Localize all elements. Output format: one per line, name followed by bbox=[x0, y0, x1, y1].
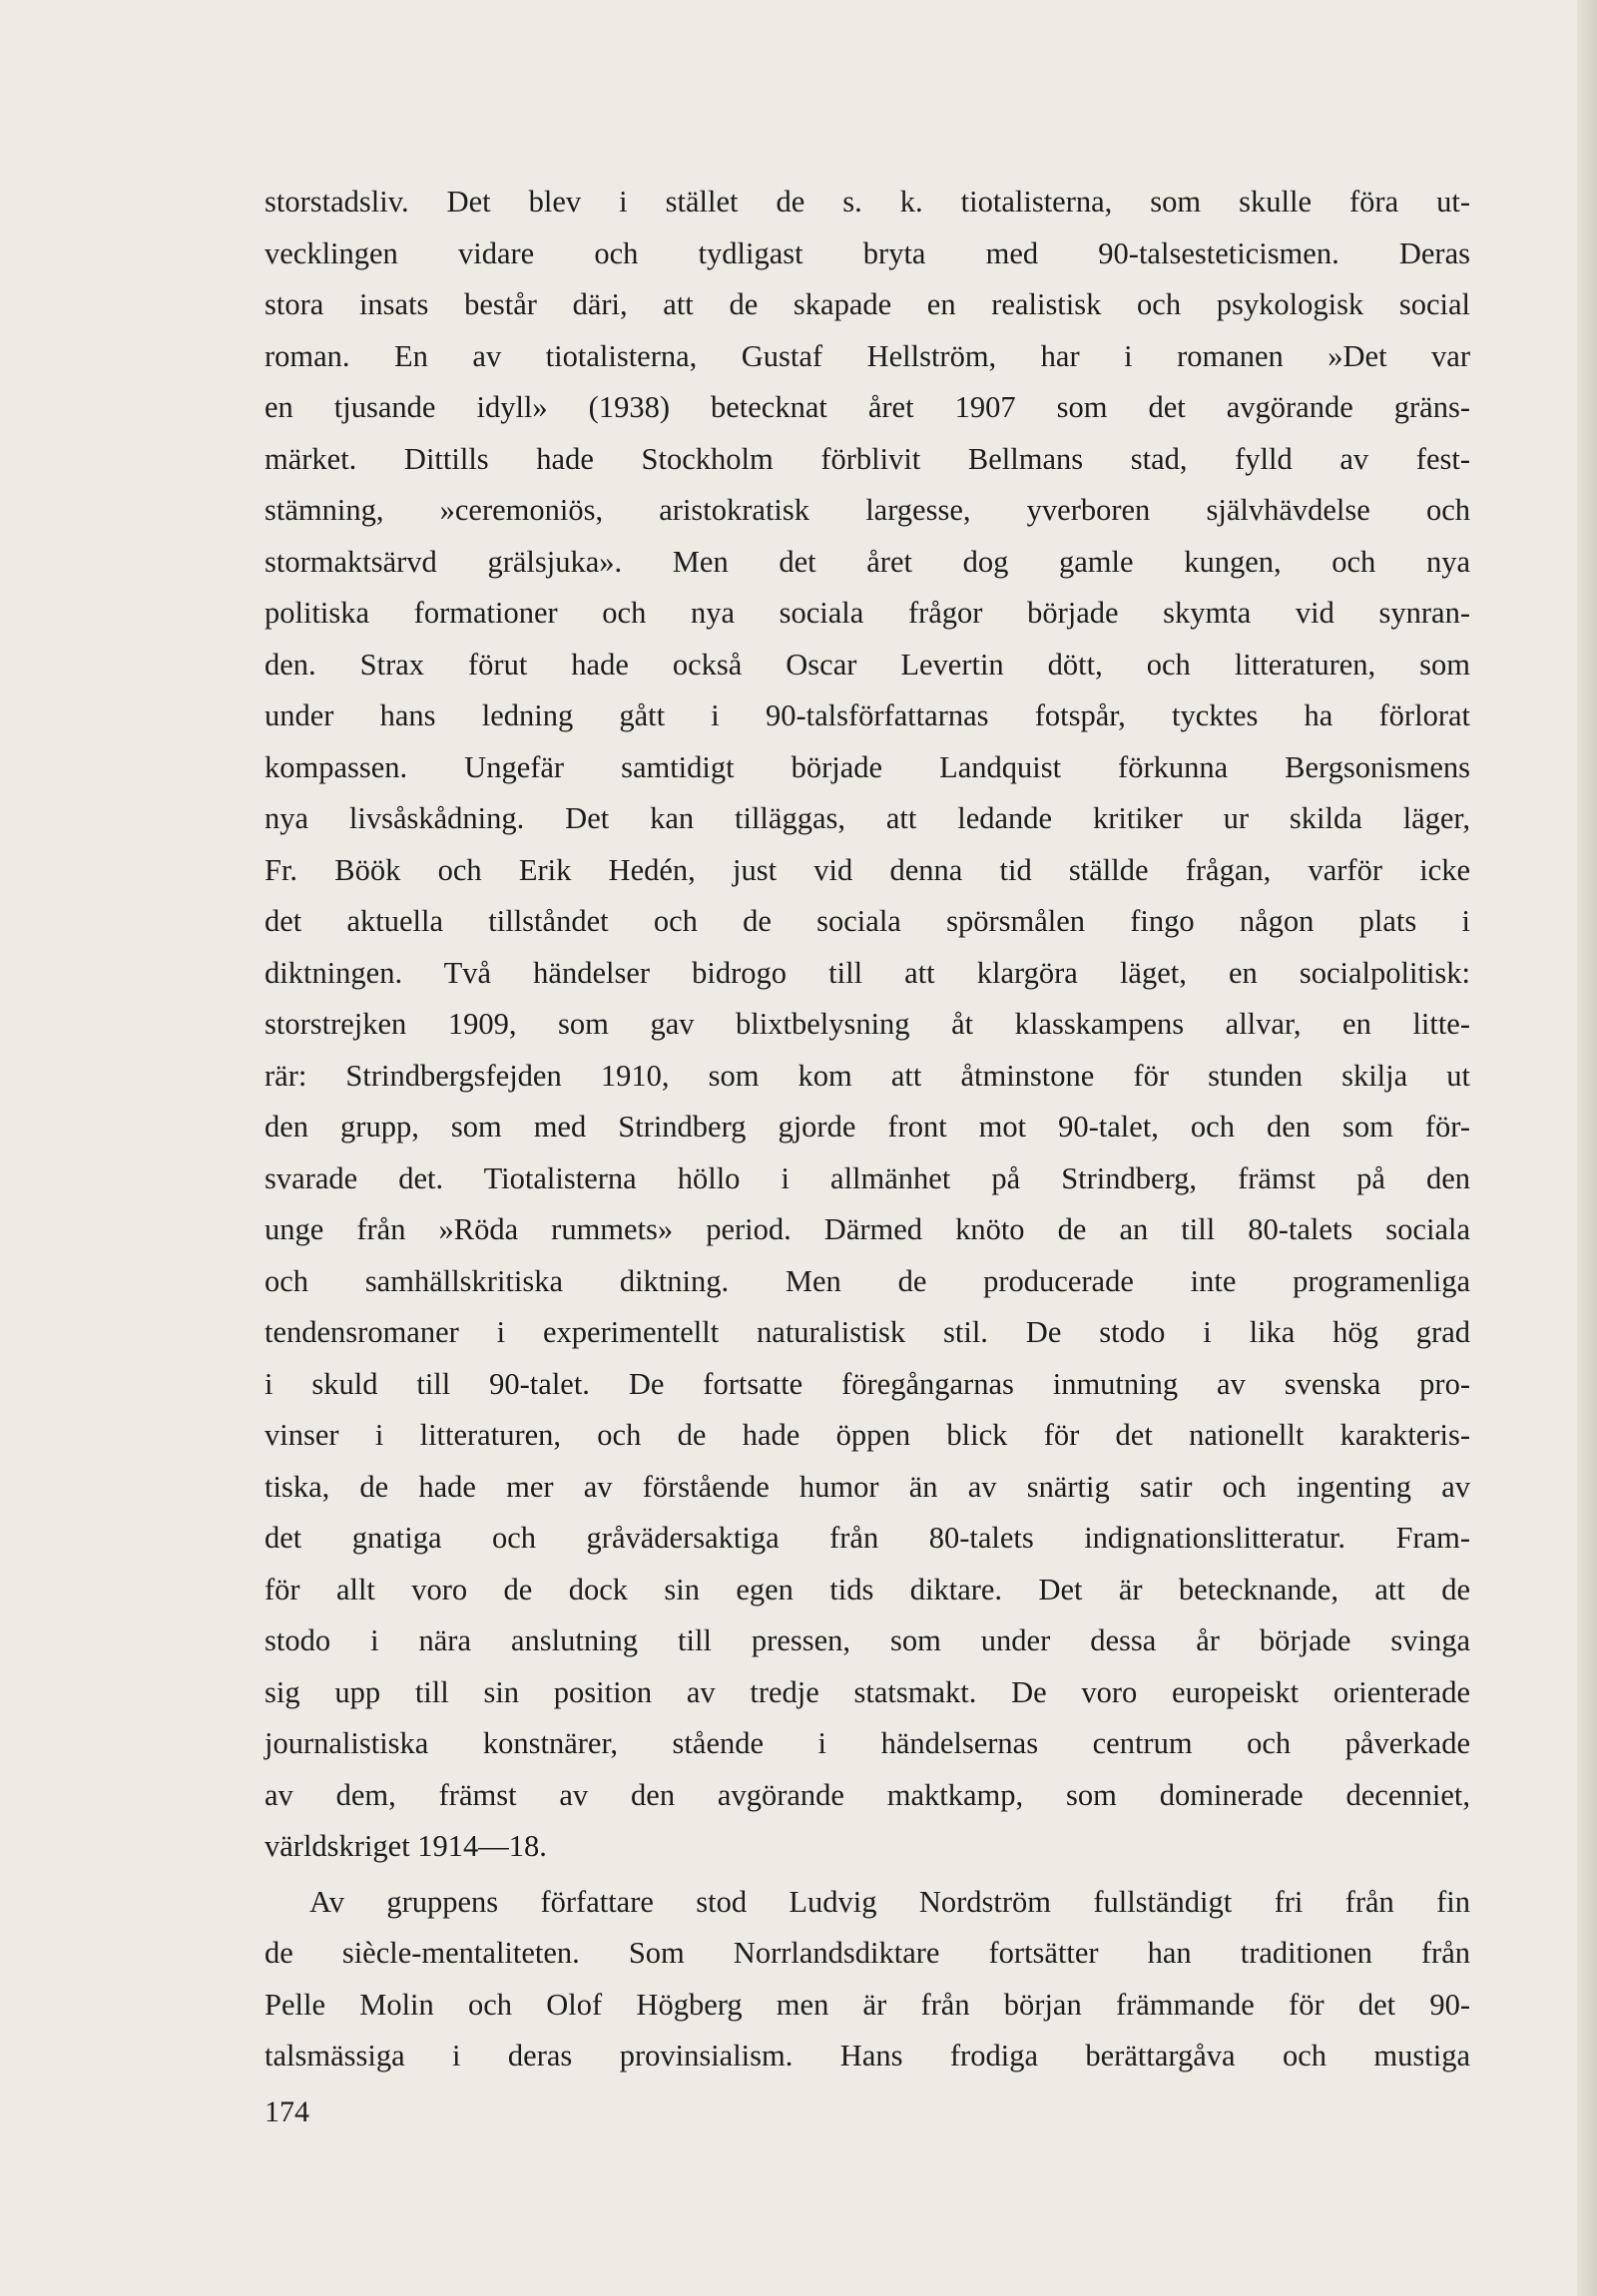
text-line: politiska formationer och nya sociala frågor började skymta vid synran- bbox=[265, 596, 1470, 630]
text-line: diktningen. Två händelser bidrogo till att klargöra läget, en socialpolitisk: bbox=[265, 955, 1470, 990]
text-line: kompassen. Ungefär samtidigt började Landquist förkunna Bergsonismens bbox=[265, 749, 1470, 784]
text-line: stora insats består däri, att de skapade en realistisk och psykologisk social bbox=[265, 287, 1470, 321]
text-line: stormaktsärvd grälsjuka». Men det året dog gamle kungen, och nya bbox=[265, 544, 1470, 579]
text-line: Pelle Molin och Olof Högberg men är från början främmande för det 90- bbox=[265, 1987, 1470, 2022]
paragraph-1 bbox=[265, 177, 1470, 1873]
text-line: tiska, de hade mer av förstående humor än av snärtig satir och ingenting av bbox=[265, 1469, 1470, 1504]
text-line: rär: Strindbergsfejden 1910, som kom att åtminstone för stunden skilja ut bbox=[265, 1058, 1470, 1093]
text-line: Fr. Böök och Erik Hedén, just vid denna tid ställde frågan, varför icke bbox=[265, 852, 1470, 887]
text-line: de siècle-mentaliteten. Som Norrlandsdiktare fortsätter han traditionen från bbox=[265, 1936, 1470, 1970]
text-line: vecklingen vidare och tydligast bryta med 90-talsesteticismen. Deras bbox=[265, 235, 1470, 270]
text-line: talsmässiga i deras provinsialism. Hans frodiga berättargåva och mustiga bbox=[265, 2039, 1470, 2072]
text-line: i skuld till 90-talet. De fortsatte föregångarnas inmutning av svenska pro- bbox=[265, 1366, 1470, 1401]
paragraph-2 bbox=[265, 1877, 1470, 2082]
text-line: sig upp till sin position av tredje statsmakt. De voro europeiskt orienterade bbox=[265, 1674, 1470, 1709]
text-line: det gnatiga och gråvädersaktiga från 80-talets indignationslitteratur. Fram- bbox=[265, 1521, 1470, 1555]
text-line: världskriget 1914—18. bbox=[265, 1829, 547, 1863]
text-line: storstadsliv. Det blev i stället de s. k. tiotalisterna, som skulle föra ut- bbox=[265, 185, 1470, 219]
text-line: för allt voro de dock sin egen tids diktare. Det är betecknande, att de bbox=[265, 1572, 1470, 1607]
text-line: en tjusande idyll» (1938) betecknat året 1907 som det avgörande gräns- bbox=[265, 390, 1470, 424]
text-line: det aktuella tillståndet och de sociala spörsmålen fingo någon plats i bbox=[265, 904, 1470, 938]
text-line: och samhällskritiska diktning. Men de producerade inte programenliga bbox=[265, 1263, 1470, 1298]
text-line: nya livsåskådning. Det kan tilläggas, att ledande kritiker ur skilda läger, bbox=[265, 801, 1470, 835]
text-line: den grupp, som med Strindberg gjorde front mot 90-talet, och den som för- bbox=[265, 1110, 1470, 1144]
text-line: storstrejken 1909, som gav blixtbelysning åt klasskampens allvar, en litte- bbox=[265, 1007, 1470, 1041]
body-text bbox=[265, 177, 1470, 2082]
text-line: den. Strax förut hade också Oscar Levertin dött, och litteraturen, som bbox=[265, 647, 1470, 682]
text-line: tendensromaner i experimentellt naturalistisk stil. De stodo i lika hög grad bbox=[265, 1315, 1470, 1349]
text-line: under hans ledning gått i 90-talsförfattarnas fotspår, tycktes ha förlorat bbox=[265, 698, 1470, 732]
text-line: journalistiska konstnärer, stående i händelsernas centrum och påverkade bbox=[265, 1726, 1470, 1760]
text-line: stodo i nära anslutning till pressen, som under dessa år började svinga bbox=[265, 1623, 1470, 1657]
text-line: unge från »Röda rummets» period. Därmed knöto de an till 80-talets sociala bbox=[265, 1212, 1470, 1246]
text-line: roman. En av tiotalisterna, Gustaf Hellström, har i romanen »Det var bbox=[265, 338, 1470, 373]
text-line: stämning, »ceremoniös, aristokratisk largesse, yverboren självhävdelse och bbox=[265, 493, 1470, 527]
text-line: märket. Dittills hade Stockholm förblivit Bellmans stad, fylld av fest- bbox=[265, 441, 1470, 476]
text-line: Av gruppens författare stod Ludvig Nordström fullständigt fri från fin bbox=[309, 1884, 1470, 1919]
page-edge bbox=[1577, 0, 1597, 2296]
text-line: av dem, främst av den avgörande maktkamp, som dominerade decenniet, bbox=[265, 1777, 1470, 1812]
text-line: vinser i litteraturen, och de hade öppen blick för det nationellt karakteris- bbox=[265, 1418, 1470, 1452]
text-line: svarade det. Tiotalisterna höllo i allmänhet på Strindberg, främst på den bbox=[265, 1160, 1470, 1195]
page-number: 174 bbox=[265, 2095, 309, 2128]
